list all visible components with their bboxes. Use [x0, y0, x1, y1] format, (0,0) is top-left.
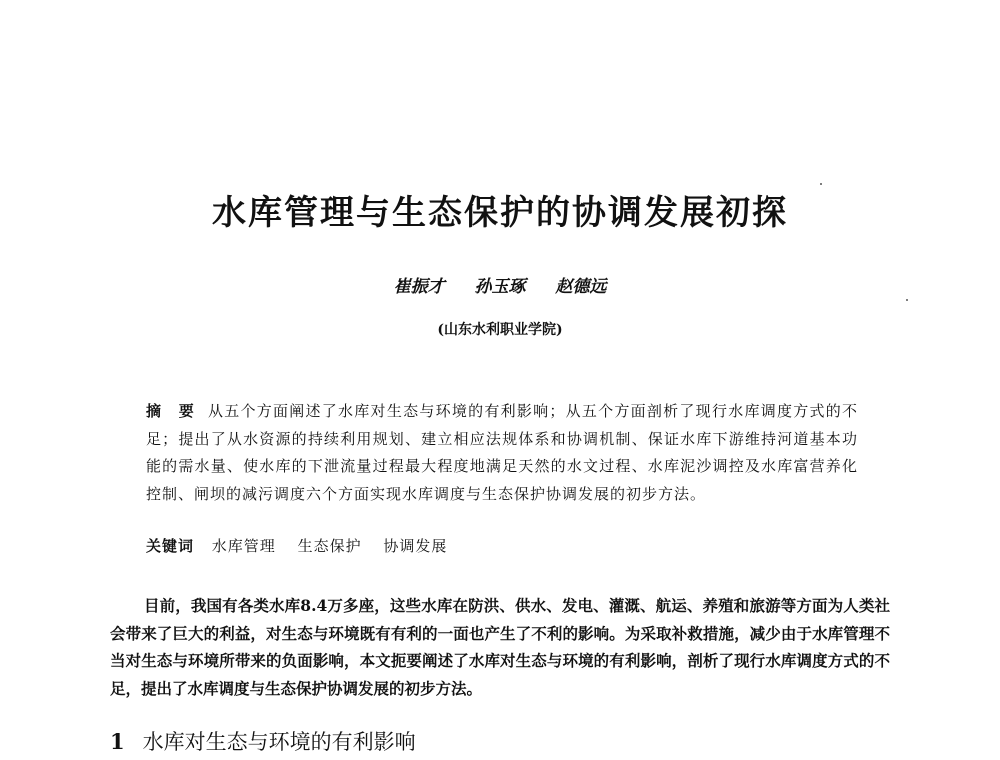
intro-paragraph: 目前，我国有各类水库8.4万多座，这些水库在防洪、供水、发电、灌溉、航运、养殖和旅游等方面为人类社会带来了巨大的利益，对生态与环境既有有利的一面也产生了不利的影响。为采取补救措施，减少由于水库管理不当对生态与环境所带来的负面影响，本文扼要阐述了水库对生态与环境的有利影响，剖析了现行水库调度方式的不足，提出了水库调度与生态保护协调发展的初步方法。	[110, 596, 890, 698]
author-name: 赵德远	[555, 277, 607, 297]
abstract-label: 摘 要	[146, 402, 200, 420]
author-name: 孙玉琢	[474, 277, 526, 297]
keyword: 协调发展	[383, 537, 448, 555]
keyword: 水库管理	[211, 537, 276, 555]
author-list	[0, 276, 1000, 298]
section-heading	[110, 728, 416, 756]
scan-speck	[906, 299, 908, 301]
section-number: 1	[110, 729, 125, 754]
section-title: 水库对生态与环境的有利影响	[142, 730, 416, 754]
abstract	[146, 398, 858, 508]
affiliation: (山东水利职业学院)	[437, 322, 563, 338]
keyword: 生态保护	[297, 537, 362, 555]
scan-speck	[820, 183, 822, 185]
paper-title: 水库管理与生态保护的协调发展初探	[212, 193, 788, 233]
keywords	[146, 535, 858, 557]
author-name: 崔振才	[393, 277, 445, 297]
keywords-label: 关键词	[146, 537, 195, 555]
abstract-text: 从五个方面阐述了水库对生态与环境的有利影响；从五个方面剖析了现行水库调度方式的不足；提出了从水资源的持续利用规划、建立相应法规体系和协调机制、保证水库下游维持河道基本功能的需水量、使水库的下泄流量过程最大程度地满足天然的水文过程、水库泥沙调控及水库富营养化控制、闸坝的减污调度六个方面实现水库调度与生态保护协调发展的初步方法。	[146, 402, 858, 503]
